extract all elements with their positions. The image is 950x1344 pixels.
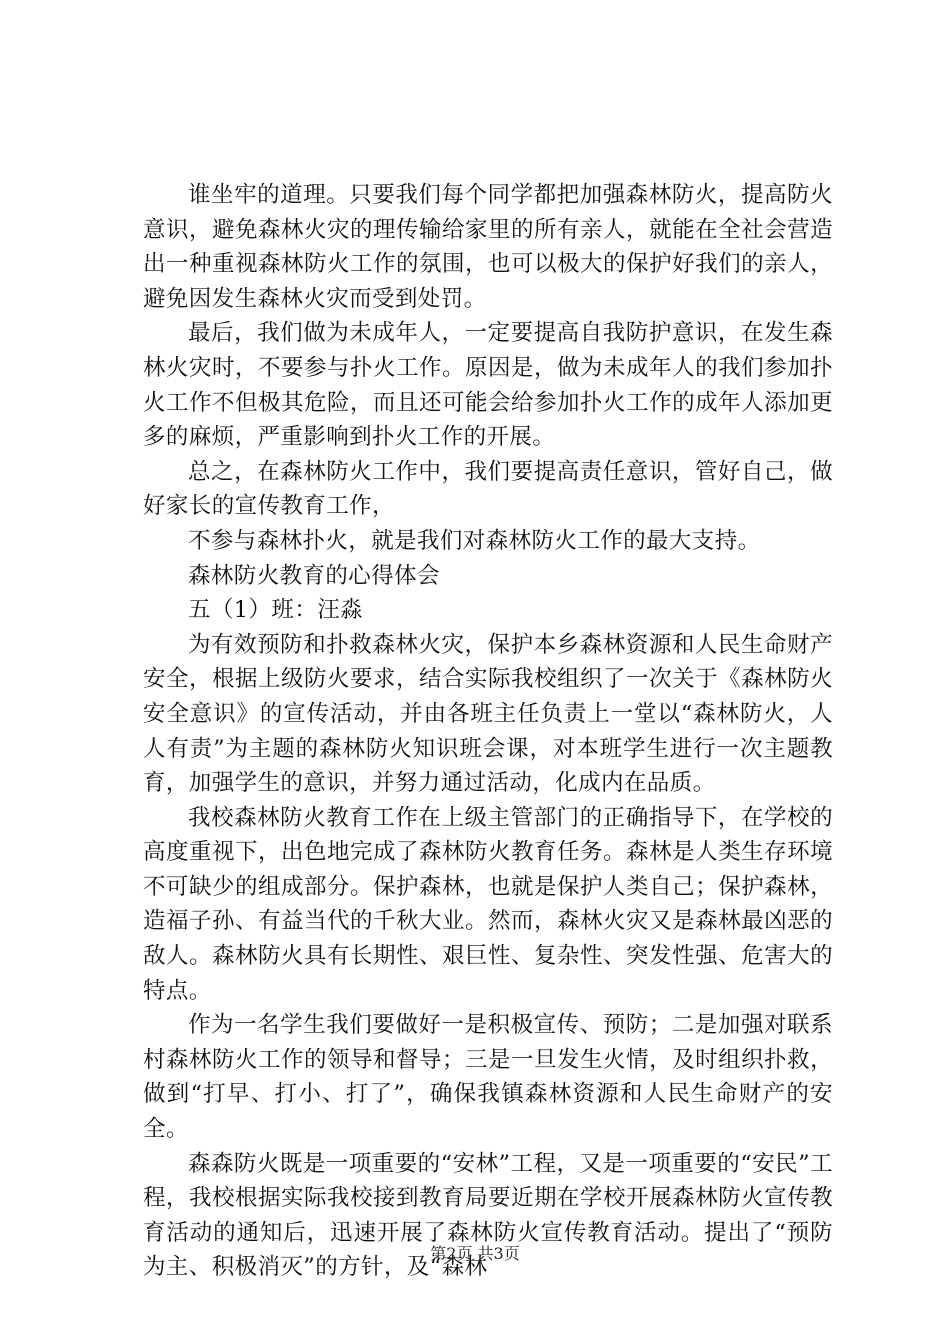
paragraph-8: 森森防火既是一项重要的“安林”工程，又是一项重要的“安民”工程，我校根据实际我校接到教育局要近期在学校开展森林防火宣传教育活动的通知后，迅速开展了森林防火宣传教育活动。提出了“预防为主、积极消灭”的方针，及“森林 <box>143 1150 833 1281</box>
paragraph-3: 总之，在森林防火工作中，我们要提高责任意识，管好自己，做好家长的宣传教育工作， <box>143 458 833 520</box>
paragraph-4: 不参与森林扑火，就是我们对森林防火工作的最大支持。 <box>188 527 761 554</box>
paragraph-5: 为有效预防和扑救森林火灾，保护本乡森林资源和人民生命财产安全，根据上级防火要求，结合实际我校组织了一次关于《森林防火安全意识》的宣传活动，并由各班主任负责上一堂以“森林防火，人人有责”为主题的森林防火知识班会课，对本班学生进行一次主题教育，加强学生的意识，并努力通过活动，化成内在品质。 <box>143 631 833 797</box>
document-body <box>143 178 833 1285</box>
page-footer <box>0 1244 950 1264</box>
page-number-label: 第2页 共3页 <box>430 1244 520 1263</box>
paragraph-2: 最后，我们做为未成年人，一定要提高自我防护意识，在发生森林火灾时，不要参与扑火工作。原因是，做为未成年人的我们参加扑火工作不但极其危险，而且还可能会给参加扑火工作的成年人添加更多的麻烦，严重影响到扑火工作的开展。 <box>143 320 833 451</box>
paragraph-1: 谁坐牢的道理。只要我们每个同学都把加强森林防火，提高防火意识，避免森林火灾的理传输给家里的所有亲人，就能在全社会营造出一种重视森林防火工作的氛围，也可以极大的保护好我们的亲人，避免因发生森林火灾而受到处罚。 <box>143 182 833 312</box>
author-line: 五（1）班：汪淼 <box>188 597 364 624</box>
paragraph-6: 我校森林防火教育工作在上级主管部门的正确指导下，在学校的高度重视下，出色地完成了森林防火教育任务。森林是人类生存环境不可缺少的组成部分。保护森林，也就是保护人类自己；保护森林，造福子孙、有益当代的千秋大业。然而，森林火灾又是森林最凶恶的敌人。森林防火具有长期性、艰巨性、复杂性、突发性强、危害大的特点。 <box>143 804 833 1004</box>
paragraph-7: 作为一名学生我们要做好一是积极宣传、预防；二是加强对联系村森林防火工作的领导和督导；三是一旦发生火情，及时组织扑救，做到“打早、打小、打了”，确保我镇森林资源和人民生命财产的安全。 <box>143 1012 833 1143</box>
section-title: 森林防火教育的心得体会 <box>188 562 440 589</box>
